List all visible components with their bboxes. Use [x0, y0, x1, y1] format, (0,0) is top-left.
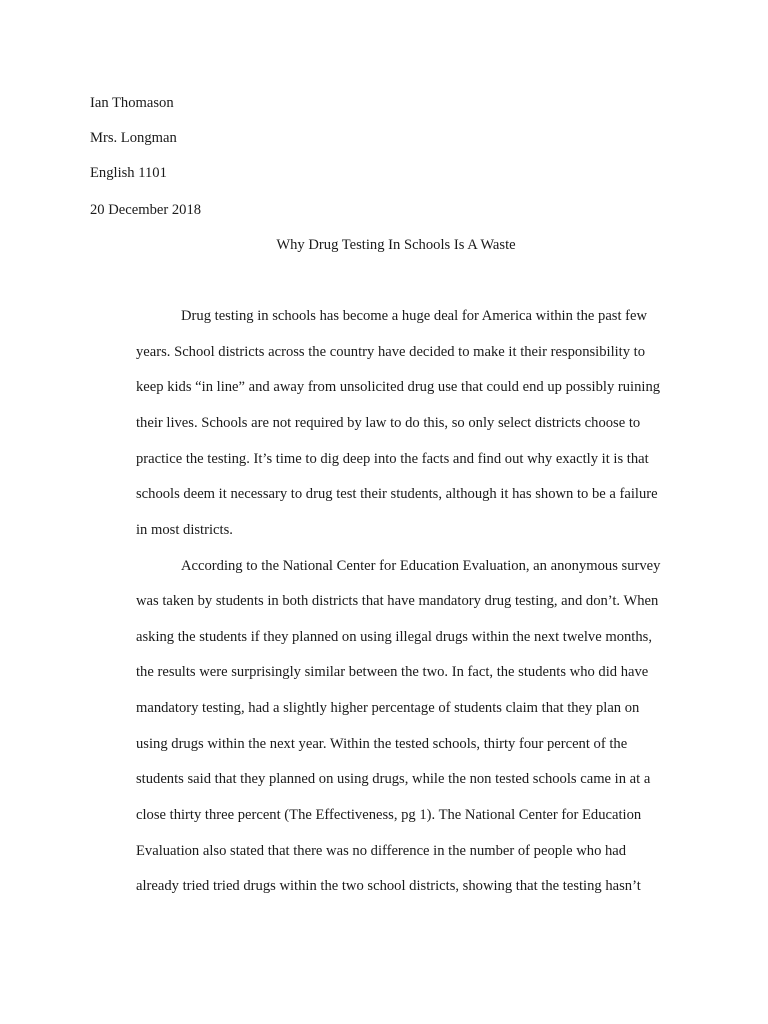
paragraph-line: asking the students if they planned on using illegal drugs within the next twelve months, [136, 629, 652, 645]
paragraph-line: Evaluation also stated that there was no difference in the number of people who had [136, 843, 627, 859]
paragraph-line: students said that they planned on using drugs, while the non tested schools came in at a [136, 771, 651, 787]
student-name: Ian Thomason [90, 95, 174, 111]
paragraph-line: the results were surprisingly similar between the two. In fact, the students who did have [136, 664, 649, 680]
paragraph-line: According to the National Center for Education Evaluation, an anonymous survey [181, 558, 661, 574]
course-name: English 1101 [90, 165, 167, 181]
paragraph-line: schools deem it necessary to drug test their students, although it has shown to be a failure [136, 486, 658, 502]
paragraph-line: practice the testing. It’s time to dig deep into the facts and find out why exactly it is that [136, 451, 649, 467]
paragraph-line: already tried tried drugs within the two school districts, showing that the testing hasn’t [136, 878, 641, 894]
essay-title: Why Drug Testing In Schools Is A Waste [276, 237, 516, 253]
essay-date: 20 December 2018 [90, 202, 202, 218]
paragraph-line: was taken by students in both districts that have mandatory drug testing, and don’t. When [136, 593, 659, 609]
paragraph-line: keep kids “in line” and away from unsolicited drug use that could end up possibly ruining [136, 379, 661, 395]
paragraph-line: their lives. Schools are not required by law to do this, so only select districts choose to [136, 415, 641, 431]
paragraph-line: in most districts. [136, 522, 233, 538]
paragraph-line: Drug testing in schools has become a huge deal for America within the past few [181, 308, 648, 324]
paragraph-line: years. School districts across the country have decided to make it their responsibility to [136, 344, 646, 360]
paragraph-line: close thirty three percent (The Effectiveness, pg 1). The National Center for Education [136, 807, 642, 823]
paragraph-line: using drugs within the next year. Within the tested schools, thirty four percent of the [136, 736, 628, 752]
teacher-name: Mrs. Longman [90, 130, 177, 146]
paragraph-line: mandatory testing, had a slightly higher percentage of students claim that they plan on [136, 700, 640, 716]
